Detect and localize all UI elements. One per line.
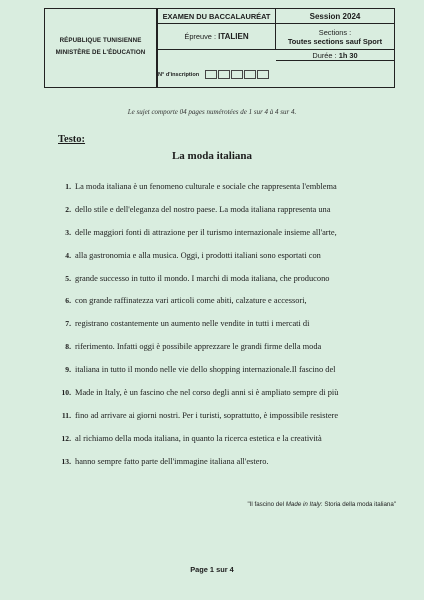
inscription-box (231, 70, 243, 79)
line-number: 1. (65, 182, 71, 191)
page-count-note: Le sujet comporte 04 pages numérotées de 1 sur 4 à 4 sur 4. (127, 108, 297, 116)
line-number: 7. (65, 319, 71, 329)
line-number: 5. (65, 273, 71, 283)
text-line (59, 274, 399, 297)
republic-label: RÉPUBLIQUE TUNISIENNE (59, 37, 142, 44)
line-number: 10. (61, 388, 71, 398)
exam-label: EXAMEN DU BACCALAURÉAT (158, 9, 276, 24)
page-number: Page 1 sur 4 (190, 565, 234, 574)
line-number: 3. (65, 227, 71, 237)
line-number: 8. (65, 342, 71, 352)
line-text: dello stile e dell'eleganza del nostro paese. La moda italiana rappresenta una (75, 204, 331, 214)
line-text: fino ad arrivare ai giorni nostri. Per i turisti, soprattutto, è impossibile resistere (75, 410, 339, 420)
citation-prefix: "Il fascino del (247, 501, 286, 508)
header-institution-box (44, 8, 157, 88)
ministry-label: MINISTÈRE DE L'ÉDUCATION (55, 49, 146, 56)
epreuve-label: Épreuve : (184, 32, 217, 41)
inscription-box (218, 70, 230, 79)
line-text: alla gastronomia e alla musica. Oggi, i prodotti italiani sono esportati con (75, 250, 321, 260)
text-line (59, 365, 399, 388)
text-line (59, 205, 399, 228)
sections-label: Sections : (318, 27, 352, 37)
session-label: Session 2024 (276, 9, 394, 24)
text-line (59, 251, 399, 274)
line-text: hanno sempre fatto parte dell'immagine italiana all'estero. (75, 456, 269, 466)
epreuve-cell (158, 24, 276, 50)
numbered-text (59, 182, 399, 480)
testo-heading: Testo: (58, 134, 86, 145)
line-text: Made in Italy, è un fascino che nel corso degli anni si è ampliato sempre di più (75, 388, 339, 398)
citation-suffix: : Storia della moda italiana" (320, 501, 396, 508)
sections-value: Toutes sections sauf Sport (287, 36, 383, 46)
text-title: La moda italiana (171, 150, 253, 162)
epreuve-value: ITALIEN (218, 32, 249, 41)
inscription-label: N° d'inscription (158, 72, 200, 78)
text-line (59, 342, 399, 365)
line-number: 9. (65, 365, 71, 375)
line-number: 12. (61, 433, 71, 443)
text-line (59, 296, 399, 319)
duree-cell (276, 50, 394, 61)
duree-label: Durée : (312, 50, 337, 60)
text-line (59, 319, 399, 342)
line-number: 11. (61, 410, 71, 420)
line-number: 13. (61, 456, 71, 466)
citation-italic: Made in Italy (285, 501, 321, 508)
inscription-box (244, 70, 256, 79)
line-text: riferimento. Infatti oggi è possibile apprezzare le grandi firme della moda (75, 342, 322, 352)
source-citation (247, 501, 396, 508)
text-line (59, 457, 399, 480)
line-text: registrano costantemente un aumento nelle vendite in tutti i mercati di (75, 319, 310, 329)
line-text: italiana in tutto il mondo nelle vie dello shopping internazionale.Il fascino del (75, 365, 336, 375)
sections-cell (276, 24, 394, 50)
inscription-box (205, 70, 217, 79)
text-line (59, 411, 399, 434)
line-text: con grande raffinatezza vari articoli come abiti, calzature e accessori, (75, 296, 307, 306)
line-number: 4. (65, 250, 71, 260)
text-line (59, 434, 399, 457)
line-number: 2. (65, 204, 71, 214)
line-text: La moda italiana è un fenomeno culturale e sociale che rappresenta l'emblema (75, 182, 337, 191)
text-line (59, 182, 399, 205)
text-line (59, 388, 399, 411)
line-text: grande successo in tutto il mondo. I marchi di moda italiana, che producono (75, 273, 330, 283)
line-text: delle maggiori fonti di attrazione per il turismo internazionale insieme all'arte, (75, 227, 337, 237)
line-text: al richiamo della moda italiana, in quanto la ricerca estetica e la creatività (75, 433, 322, 443)
duree-value: 1h 30 (338, 50, 358, 60)
line-number: 6. (65, 296, 71, 306)
inscription-boxes (205, 70, 270, 79)
inscription-box (257, 70, 269, 79)
text-line (59, 228, 399, 251)
